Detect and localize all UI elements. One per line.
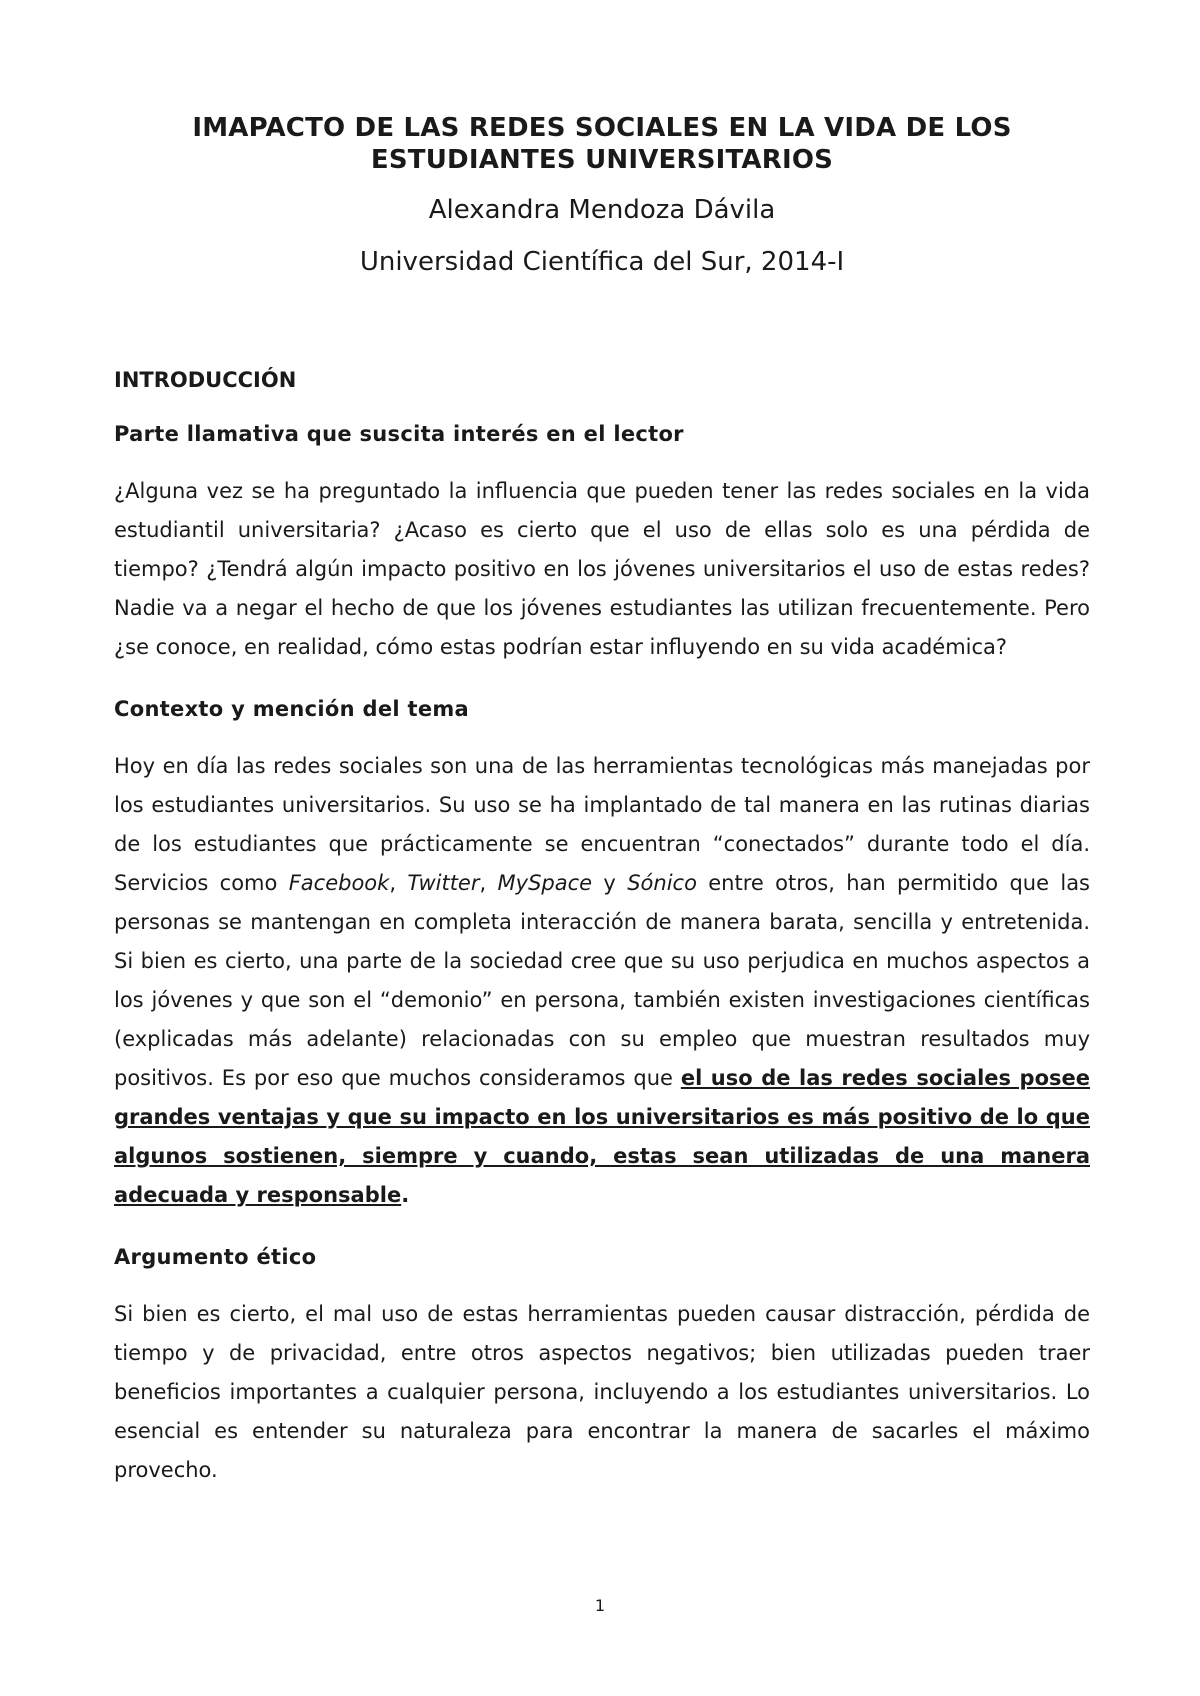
subheading-hook: Parte llamativa que suscita interés en el lector [114,422,684,446]
paragraph-hook: ¿Alguna vez se ha preguntado la influencia que pueden tener las redes sociales en la vida estudiantil universitaria? ¿Acaso es cierto que el uso de ellas solo es una pérdida de tiempo? ¿Tendrá algún impacto positivo en los jóvenes universitarios el uso de estas redes? Nadie va a negar el hecho de que los jóvenes estudiantes las utilizan frecuentemente. Pero ¿se conoce, en realidad, cómo estas podrían estar influyendo en su vida académica? [114,479,1090,659]
term-twitter: Twitter [407,871,480,895]
paragraph-ethics: Si bien es cierto, el mal uso de estas herramientas pueden causar distracción, pérdida de tiempo y de privacidad, entre otros aspectos negativos; bien utilizadas pueden traer beneficios importantes a cualquier persona, incluyendo a los estudiantes universitarios. Lo esencial es entender su naturaleza para encontrar la manera de sacarles el máximo provecho. [114,1302,1090,1482]
term-sonico: Sónico [627,871,697,895]
context-text-start: Hoy en día las redes sociales son una de las herramientas tecnológicas más manejadas por los estudiantes universitarios. Su uso se ha implantado de tal manera en las rutinas diarias de los estudiantes que prácticamente se encuentran “conectados” durante todo el día. Servicios como [114,754,1090,895]
context-separator: , [389,871,408,895]
context-separator: , [479,871,498,895]
term-facebook: Facebook [288,871,390,895]
title-block [114,112,1090,278]
term-myspace: MySpace [497,871,593,895]
document-affiliation: Universidad Científica del Sur, 2014-I [359,247,845,277]
context-separator: y [592,871,628,895]
page-number: 1 [594,1596,606,1615]
section-heading-introduccion: INTRODUCCIÓN [114,368,297,392]
document-body [114,364,1090,1490]
subheading-context: Contexto y mención del tema [114,697,470,721]
thesis-statement: el uso de las redes sociales posee grandes ventajas y que su impacto en los universitarios es más positivo de lo que algunos sostienen, siempre y cuando, estas sean utilizadas de una manera adecuada y responsable [114,1066,1090,1207]
document-author: Alexandra Mendoza Dávila [428,195,776,225]
paragraph-context [114,747,1090,1215]
subheading-ethics: Argumento ético [114,1245,317,1269]
context-text-middle: entre otros, han permitido que las personas se mantengan en completa interacción de manera barata, sencilla y entretenida. Si bien es cierto, una parte de la sociedad cree que su uso perjudica en muchos aspectos a los jóvenes y que son el “demonio” en persona, también existen investigaciones científicas (explicadas más adelante) relacionadas con su empleo que muestran resultados muy positivos. Es por eso que muchos consideramos que [114,871,1090,1090]
document-title: IMAPACTO DE LAS REDES SOCIALES EN LA VIDA DE LOS ESTUDIANTES UNIVERSITARIOS [192,113,1012,175]
thesis-period: . [401,1183,410,1207]
